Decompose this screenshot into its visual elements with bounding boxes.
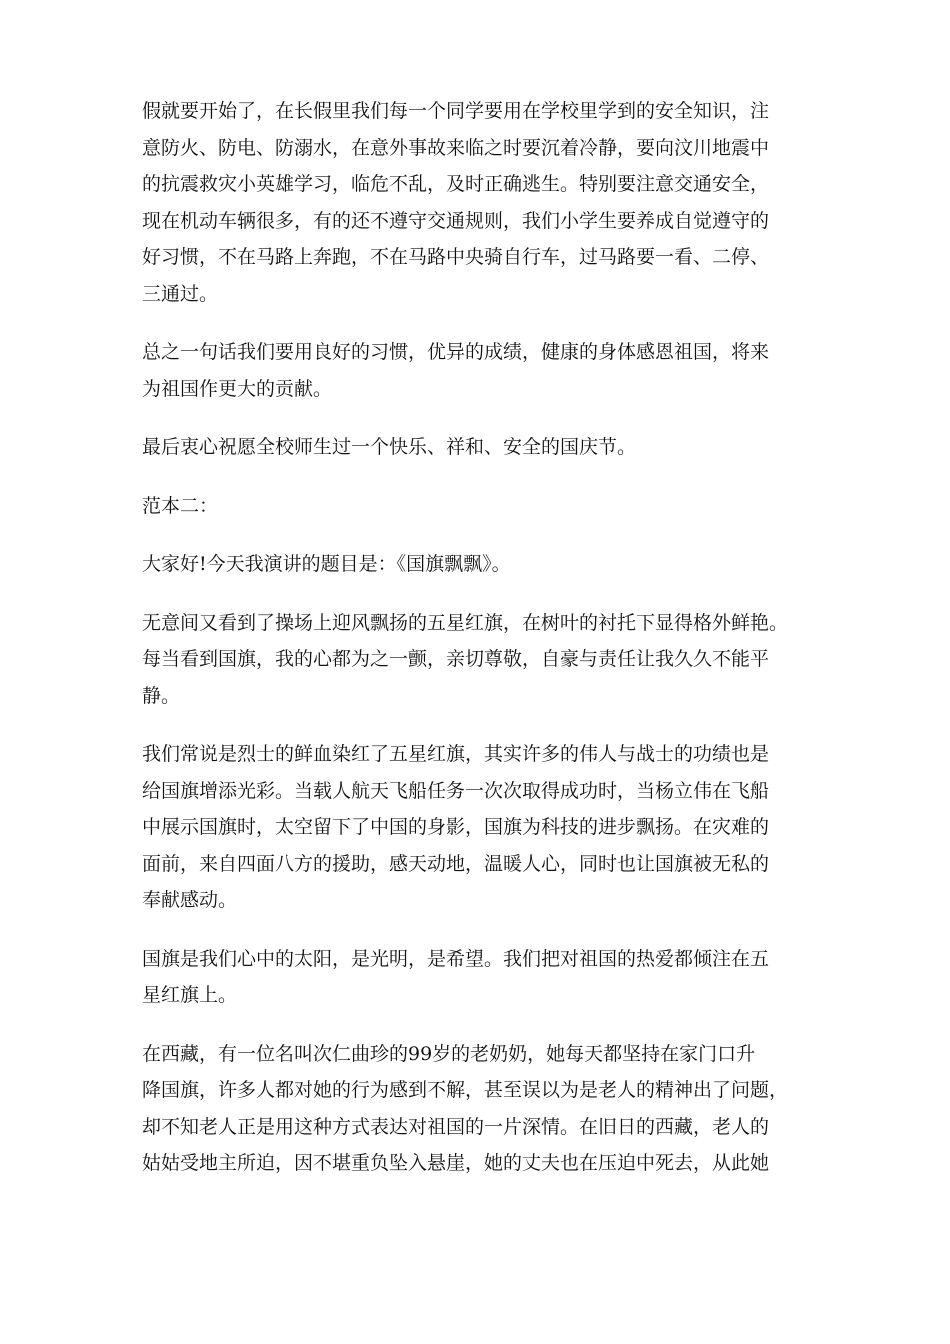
paragraph-summary: 总之一句话我们要用良好的习惯，优异的成绩，健康的身体感恩祖国，将来 为祖国作更大的贡献。	[142, 341, 770, 400]
paragraph-flag-sun: 国旗是我们心中的太阳，是光明，是希望。我们把对祖国的热爱都倾注在五 星红旗上。	[142, 947, 770, 1006]
section-heading-sample-two: 范本二：	[142, 494, 219, 517]
paragraph-greeting: 大家好!今天我演讲的题目是：《国旗飘飘》。	[142, 553, 511, 575]
paragraph-closing-wish: 最后衷心祝愿全校师生过一个快乐、祥和、安全的国庆节。	[142, 436, 637, 458]
paragraph-tibet-story: 在西藏，有一位名叫次仁曲珍的99岁的老奶奶，她每天都坚持在家门口升 降国旗，许多人都对她的行为感到不解，甚至误以为是老人的精神出了问题， 却不知老人正是用这种方式表达对祖国的一片深情。在旧日的西藏，老人的 姑姑受地主所迫，因不堪重负坠入悬崖，她的丈夫也在压迫中死去，从此她	[142, 1042, 789, 1174]
paragraph-safety-reminder: 假就要开始了，在长假里我们每一个同学要用在学校里学到的安全知识，注 意防火、防电、防溺水，在意外事故来临之时要沉着冷静，要向汶川地震中 的抗震救灾小英雄学习，临危不乱，及时正确逃生。特别要注意交通安全， 现在机动车辆很多，有的还不遵守交通规则，我们小学生要养成自觉遵守的 好习惯，不在马路上奔跑，不在马路中央骑自行车，过马路要一看、二停、 三通过。	[142, 100, 770, 305]
paragraph-flag-sight: 无意间又看到了操场上迎风飘扬的五星红旗，在树叶的衬托下显得格外鲜艳。 每当看到国旗，我的心都为之一颤，亲切尊敬，自豪与责任让我久久不能平 静。	[142, 611, 789, 707]
document-body	[142, 93, 822, 1204]
paragraph-flag-glory: 我们常说是烈士的鲜血染红了五星红旗，其实许多的伟人与战士的功绩也是 给国旗增添光彩。当载人航天飞船任务一次次取得成功时，当杨立伟在飞船 中展示国旗时，太空留下了中国的身影，国旗为科技的进步飘扬。在灾难的 面前，来自四面八方的援助，感天动地，温暖人心，同时也让国旗被无私的 奉献感动。	[142, 743, 770, 911]
